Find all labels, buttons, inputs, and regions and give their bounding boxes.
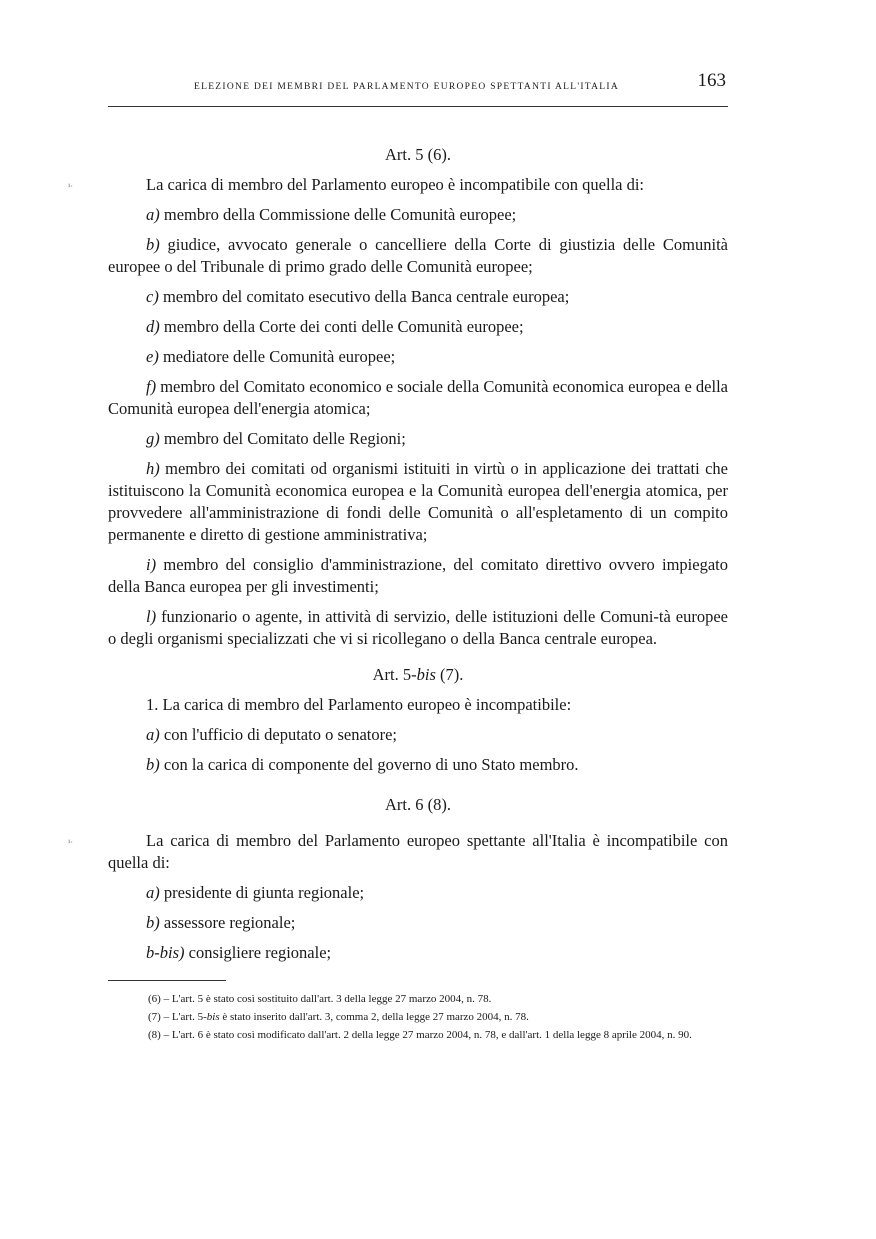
art6-intro: ¹· La carica di membro del Parlamento europeo spettante all'Italia è incompatibile con quella di: <box>68 831 728 872</box>
art5-item-b: b) giudice, avvocato generale o cancelliere della Corte di giustizia delle Comunità europee o del Tribunale di primo grado delle Comunità europee; <box>108 235 728 276</box>
art5-item-l: l) funzionario o agente, in attività di servizio, delle istituzioni delle Comuni-tà europee o degli organismi specializzati che vi si ricollegano o della Banca centrale europea. <box>108 607 728 648</box>
art5bis-item-a: a) con l'ufficio di deputato o senatore; <box>146 725 398 744</box>
art6-item-a: a) presidente di giunta regionale; <box>146 883 365 902</box>
art5-item-g: g) membro del Comitato delle Regioni; <box>146 429 406 448</box>
footnote-rule <box>108 980 226 981</box>
footnote-6: (6) – L'art. 5 è stato così sostituito dall'art. 3 della legge 27 marzo 2004, n. 78. <box>148 993 492 1005</box>
margin-mark: ¹· <box>68 838 74 847</box>
footnotes <box>108 991 728 1044</box>
running-head: ELEZIONE DEI MEMBRI DEL PARLAMENTO EUROPEO SPETTANTI ALL'ITALIA <box>194 82 620 92</box>
art5bis-heading: Art. 5-bis (7). <box>372 665 464 684</box>
art5-item-i: i) membro del consiglio d'amministrazione, del comitato direttivo ovvero impiegato della Banca europea per gli investimenti; <box>108 555 728 596</box>
footnote-8: (8) – L'art. 6 è stato così modificato dall'art. 2 della legge 27 marzo 2004, n. 78, e dall'art. 1 della legge 8 aprile 2004, n. 90. <box>148 1029 692 1041</box>
art5-item-e: e) mediatore delle Comunità europee; <box>146 347 396 366</box>
footnote-7: (7) – L'art. 5-bis è stato inserito dall'art. 3, comma 2, della legge 27 marzo 2004, n. 78. <box>148 1011 529 1023</box>
art5-item-d: d) membro della Corte dei conti delle Comunità europee; <box>146 317 524 336</box>
art5-intro: ¹· La carica di membro del Parlamento europeo è incompatibile con quella di: <box>108 174 728 196</box>
page-body <box>68 144 728 1045</box>
art5-item-f: f) membro del Comitato economico e sociale della Comunità economica europea e della Comunità europea dell'energia atomica; <box>108 377 728 418</box>
art6-heading: Art. 6 (8). <box>385 795 451 814</box>
art5bis-intro: 1. La carica di membro del Parlamento europeo è incompatibile: <box>146 695 572 714</box>
art5-item-c: c) membro del comitato esecutivo della Banca centrale europea; <box>146 287 570 306</box>
art5bis-item-b: b) con la carica di componente del governo di uno Stato membro. <box>146 755 579 774</box>
page-header <box>108 70 728 107</box>
margin-mark: ¹· <box>68 182 74 191</box>
art5-heading: Art. 5 (6). <box>385 145 451 164</box>
art6-item-b: b) assessore regionale; <box>146 913 296 932</box>
page-number: 163 <box>697 70 726 91</box>
art5-item-a: a) membro della Commissione delle Comunità europee; <box>146 205 517 224</box>
art6-item-b-bis: b-bis) consigliere regionale; <box>146 943 332 962</box>
art5-item-h: h) membro dei comitati od organismi istituiti in virtù o in applicazione dei trattati che istituiscono la Comunità economica europea e la Comunità europea dell'energia atomica, per provvedere all'amministrazione di fondi delle Comunità o all'espletamento di un compito permanente e diretto di gestione amministrativa; <box>108 459 728 544</box>
